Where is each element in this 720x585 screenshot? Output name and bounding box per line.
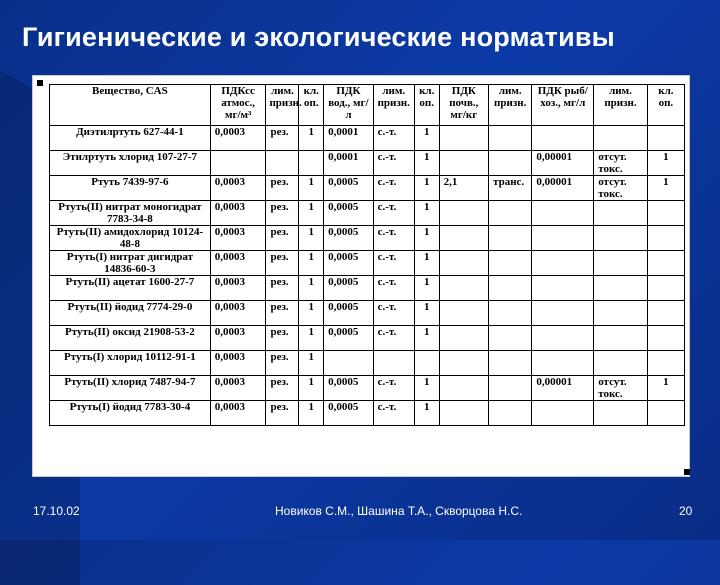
pdk-soil-cell — [439, 126, 488, 151]
lim-sign-soil-cell — [489, 351, 532, 376]
pdk-water-cell: 0,0005 — [324, 251, 373, 276]
pdk-air-cell: 0,0003 — [210, 126, 266, 151]
header-cell: кл. оп. — [647, 85, 684, 126]
lim-sign-water-cell: с.-т. — [373, 401, 414, 426]
lim-sign-air-cell: рез. — [266, 251, 299, 276]
hazard-class-fish-cell — [647, 326, 684, 351]
pdk-water-cell: 0,0005 — [324, 176, 373, 201]
pdk-water-cell: 0,0005 — [324, 226, 373, 251]
lim-sign-air-cell: рез. — [266, 376, 299, 401]
pdk-air-cell: 0,0003 — [210, 201, 266, 226]
hazard-class-fish-cell — [647, 401, 684, 426]
pdk-soil-cell: 2,1 — [439, 176, 488, 201]
lim-sign-fish-cell — [594, 301, 648, 326]
hazard-class-air-cell: 1 — [299, 176, 324, 201]
hazard-class-fish-cell: 1 — [647, 176, 684, 201]
lim-sign-soil-cell — [489, 251, 532, 276]
substance-cell: Этилртуть хлорид 107-27-7 — [50, 151, 211, 176]
header-cell: ПДК вод., мг/л — [324, 85, 373, 126]
pdk-fish-cell — [532, 401, 594, 426]
pdk-fish-cell — [532, 301, 594, 326]
hazard-class-air-cell: 1 — [299, 376, 324, 401]
pdk-fish-cell — [532, 126, 594, 151]
pdk-fish-cell: 0,00001 — [532, 176, 594, 201]
lim-sign-soil-cell — [489, 226, 532, 251]
hazard-class-water-cell: 1 — [414, 251, 439, 276]
hazard-class-water-cell: 1 — [414, 176, 439, 201]
lim-sign-air-cell: рез. — [266, 326, 299, 351]
lim-sign-fish-cell — [594, 351, 648, 376]
hazard-class-water-cell: 1 — [414, 226, 439, 251]
lim-sign-water-cell: с.-т. — [373, 226, 414, 251]
pdk-air-cell: 0,0003 — [210, 351, 266, 376]
pdk-soil-cell — [439, 326, 488, 351]
pdk-air-cell: 0,0003 — [210, 226, 266, 251]
header-cell: лим. призн. — [489, 85, 532, 126]
lim-sign-fish-cell — [594, 326, 648, 351]
hazard-class-fish-cell — [647, 251, 684, 276]
pdk-soil-cell — [439, 401, 488, 426]
lim-sign-air-cell: рез. — [266, 401, 299, 426]
hazard-class-water-cell: 1 — [414, 151, 439, 176]
pdk-water-cell: 0,0005 — [324, 201, 373, 226]
substance-cell: Ртуть(II) хлорид 7487-94-7 — [50, 376, 211, 401]
lim-sign-air-cell: рез. — [266, 226, 299, 251]
substance-cell: Ртуть(II) оксид 21908-53-2 — [50, 326, 211, 351]
hazard-class-fish-cell — [647, 126, 684, 151]
substance-cell: Ртуть(II) нитрат моногидрат 7783-34-8 — [50, 201, 211, 226]
pdk-water-cell: 0,0005 — [324, 376, 373, 401]
table-row — [50, 376, 685, 401]
pdk-soil-cell — [439, 201, 488, 226]
lim-sign-fish-cell — [594, 201, 648, 226]
pdk-water-cell — [324, 351, 373, 376]
lim-sign-soil-cell: транс. — [489, 176, 532, 201]
hazard-class-fish-cell: 1 — [647, 151, 684, 176]
lim-sign-soil-cell — [489, 126, 532, 151]
table-row — [50, 276, 685, 301]
hazard-class-fish-cell — [647, 226, 684, 251]
pdk-fish-cell — [532, 226, 594, 251]
hazard-class-fish-cell — [647, 301, 684, 326]
hazard-class-water-cell: 1 — [414, 326, 439, 351]
substance-cell: Ртуть(II) ацетат 1600-27-7 — [50, 276, 211, 301]
table-row — [50, 151, 685, 176]
pdk-fish-cell — [532, 276, 594, 301]
pdk-fish-cell — [532, 351, 594, 376]
hazard-class-water-cell: 1 — [414, 201, 439, 226]
pdk-fish-cell — [532, 201, 594, 226]
lim-sign-air-cell: рез. — [266, 276, 299, 301]
table-row — [50, 401, 685, 426]
lim-sign-water-cell: с.-т. — [373, 376, 414, 401]
lim-sign-water-cell: с.-т. — [373, 326, 414, 351]
header-cell: ПДК почв., мг/кг — [439, 85, 488, 126]
hazard-class-air-cell: 1 — [299, 326, 324, 351]
lim-sign-air-cell: рез. — [266, 301, 299, 326]
pdk-soil-cell — [439, 251, 488, 276]
resize-handle-top-left[interactable] — [37, 80, 43, 86]
hazard-class-water-cell — [414, 351, 439, 376]
table-row — [50, 301, 685, 326]
lim-sign-water-cell: с.-т. — [373, 251, 414, 276]
lim-sign-water-cell: с.-т. — [373, 151, 414, 176]
hazard-class-fish-cell — [647, 201, 684, 226]
header-cell: ПДК рыб/хоз., мг/л — [532, 85, 594, 126]
lim-sign-fish-cell — [594, 276, 648, 301]
lim-sign-soil-cell — [489, 151, 532, 176]
hazard-class-air-cell: 1 — [299, 201, 324, 226]
substance-cell: Ртуть(I) хлорид 10112-91-1 — [50, 351, 211, 376]
substance-cell: Ртуть(II) амидохлорид 10124-48-8 — [50, 226, 211, 251]
table-row — [50, 251, 685, 276]
lim-sign-water-cell — [373, 351, 414, 376]
lim-sign-fish-cell — [594, 126, 648, 151]
lim-sign-fish-cell: отсут. токс. — [594, 376, 648, 401]
substance-cell: Диэтилртуть 627-44-1 — [50, 126, 211, 151]
table-row — [50, 201, 685, 226]
resize-handle-bottom-right[interactable] — [684, 469, 690, 475]
hazard-class-air-cell: 1 — [299, 226, 324, 251]
header-cell: ПДКсс атмос., мг/м³ — [210, 85, 266, 126]
pdk-water-cell: 0,0005 — [324, 276, 373, 301]
lim-sign-air-cell: рез. — [266, 176, 299, 201]
substance-cell: Ртуть(I) нитрат дигидрат 14836-60-3 — [50, 251, 211, 276]
pdk-water-cell: 0,0001 — [324, 151, 373, 176]
pdk-fish-cell — [532, 251, 594, 276]
lim-sign-fish-cell — [594, 251, 648, 276]
pdk-soil-cell — [439, 376, 488, 401]
substance-cell: Ртуть 7439-97-6 — [50, 176, 211, 201]
header-cell: Вещество, CAS — [50, 85, 211, 126]
pdk-water-cell: 0,0005 — [324, 401, 373, 426]
table-row — [50, 351, 685, 376]
pdk-soil-cell — [439, 151, 488, 176]
lim-sign-air-cell: рез. — [266, 351, 299, 376]
hazard-class-air-cell: 1 — [299, 351, 324, 376]
hazard-class-water-cell: 1 — [414, 401, 439, 426]
substance-cell: Ртуть(I) йодид 7783-30-4 — [50, 401, 211, 426]
lim-sign-soil-cell — [489, 326, 532, 351]
hazard-class-air-cell — [299, 151, 324, 176]
pdk-air-cell: 0,0003 — [210, 376, 266, 401]
header-cell: кл. оп. — [299, 85, 324, 126]
pdk-fish-cell — [532, 326, 594, 351]
lim-sign-water-cell: с.-т. — [373, 301, 414, 326]
pdk-air-cell: 0,0003 — [210, 401, 266, 426]
footer-authors: Новиков С.М., Шашина Т.А., Скворцова Н.С. — [275, 504, 523, 518]
hazard-class-air-cell: 1 — [299, 276, 324, 301]
lim-sign-fish-cell — [594, 226, 648, 251]
hazard-class-water-cell: 1 — [414, 376, 439, 401]
table-row — [50, 326, 685, 351]
pdk-soil-cell — [439, 351, 488, 376]
pdk-water-cell: 0,0005 — [324, 326, 373, 351]
lim-sign-soil-cell — [489, 301, 532, 326]
footer-date: 17.10.02 — [33, 504, 80, 518]
lim-sign-fish-cell — [594, 401, 648, 426]
lim-sign-water-cell: с.-т. — [373, 201, 414, 226]
lim-sign-soil-cell — [489, 376, 532, 401]
pdk-air-cell — [210, 151, 266, 176]
lim-sign-fish-cell: отсут. токс. — [594, 176, 648, 201]
table-body — [50, 126, 685, 426]
pdk-soil-cell — [439, 301, 488, 326]
lim-sign-soil-cell — [489, 201, 532, 226]
pdk-fish-cell: 0,00001 — [532, 376, 594, 401]
substance-cell: Ртуть(II) йодид 7774-29-0 — [50, 301, 211, 326]
table-row — [50, 126, 685, 151]
hazard-class-air-cell: 1 — [299, 251, 324, 276]
pdk-air-cell: 0,0003 — [210, 301, 266, 326]
lim-sign-water-cell: с.-т. — [373, 276, 414, 301]
slide-title: Гигиенические и экологические нормативы — [22, 22, 615, 52]
pdk-water-cell: 0,0001 — [324, 126, 373, 151]
header-cell: кл. оп. — [414, 85, 439, 126]
pdk-soil-cell — [439, 276, 488, 301]
pdk-soil-cell — [439, 226, 488, 251]
pdk-air-cell: 0,0003 — [210, 251, 266, 276]
table-row — [50, 176, 685, 201]
lim-sign-soil-cell — [489, 276, 532, 301]
pdk-fish-cell: 0,00001 — [532, 151, 594, 176]
hazard-class-air-cell: 1 — [299, 401, 324, 426]
header-cell: лим. призн. — [266, 85, 299, 126]
lim-sign-fish-cell: отсут. токс. — [594, 151, 648, 176]
pdk-air-cell: 0,0003 — [210, 176, 266, 201]
hazard-class-water-cell: 1 — [414, 301, 439, 326]
lim-sign-water-cell: с.-т. — [373, 176, 414, 201]
hazard-class-water-cell: 1 — [414, 276, 439, 301]
lim-sign-air-cell — [266, 151, 299, 176]
pdk-air-cell: 0,0003 — [210, 276, 266, 301]
table-row — [50, 226, 685, 251]
lim-sign-air-cell: рез. — [266, 126, 299, 151]
header-cell: лим. призн. — [594, 85, 648, 126]
hazard-class-fish-cell: 1 — [647, 376, 684, 401]
pdk-water-cell: 0,0005 — [324, 301, 373, 326]
lim-sign-air-cell: рез. — [266, 201, 299, 226]
header-cell: лим. призн. — [373, 85, 414, 126]
hazard-class-air-cell: 1 — [299, 126, 324, 151]
hazard-class-water-cell: 1 — [414, 126, 439, 151]
hazard-class-fish-cell — [647, 276, 684, 301]
lim-sign-water-cell: с.-т. — [373, 126, 414, 151]
lim-sign-soil-cell — [489, 401, 532, 426]
pdk-air-cell: 0,0003 — [210, 326, 266, 351]
norms-table — [49, 84, 685, 426]
page-number: 20 — [679, 504, 693, 518]
table-header-row — [50, 85, 685, 126]
hazard-class-fish-cell — [647, 351, 684, 376]
hazard-class-air-cell: 1 — [299, 301, 324, 326]
